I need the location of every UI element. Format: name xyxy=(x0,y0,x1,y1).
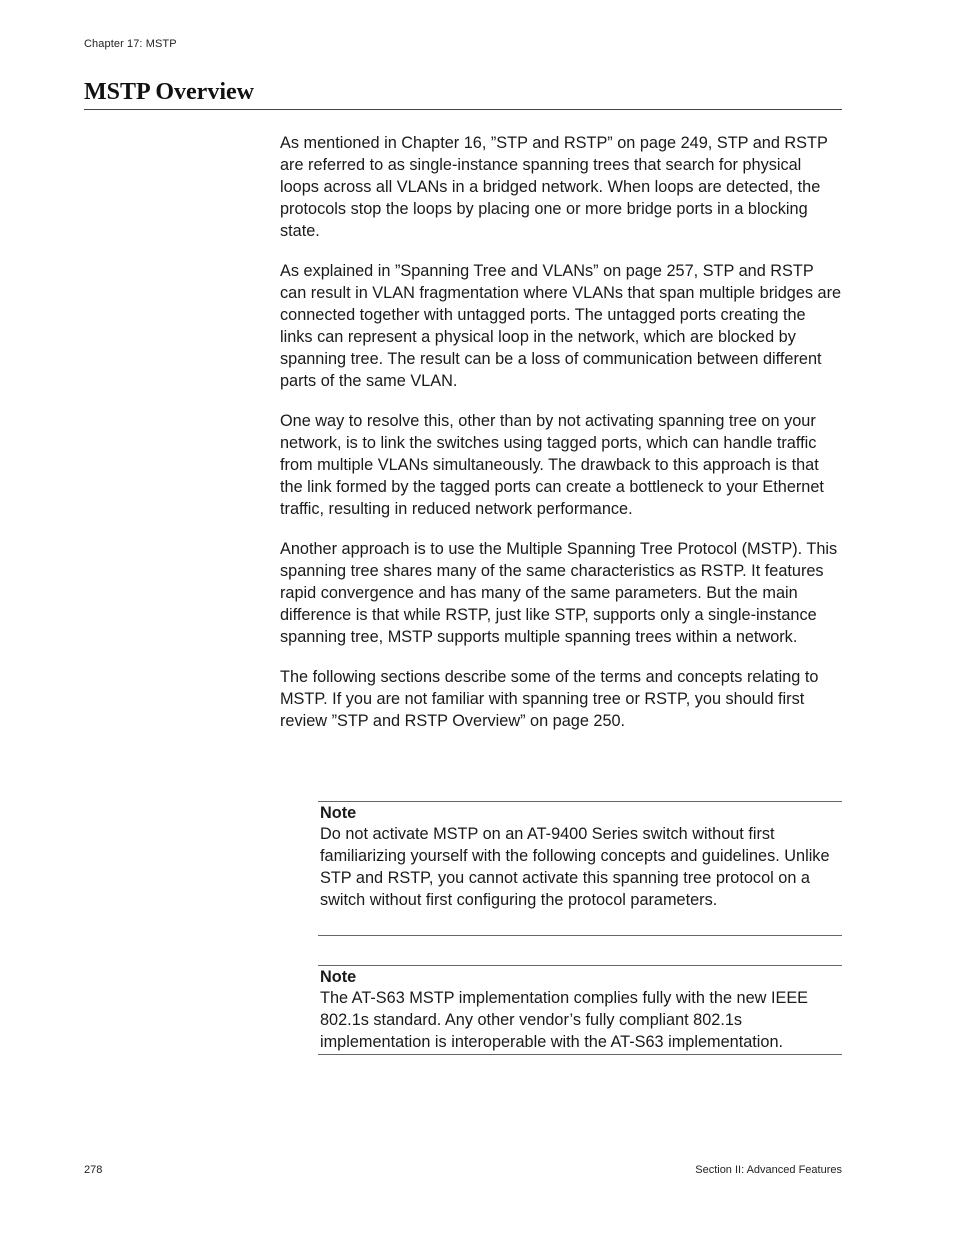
title-rule xyxy=(84,109,842,110)
paragraph: Another approach is to use the Multiple Spanning Tree Protocol (MSTP). This spanning tree shares many of the same characteristics as RSTP. It features rapid convergence and has many of the same parameters. But the main difference is that while RSTP, just like STP, supports only a single-instance spanning tree, MSTP supports multiple spanning trees within a network. xyxy=(280,540,838,646)
note-text: The AT-S63 MSTP implementation complies fully with the new IEEE 802.1s standard. Any other vendor’s fully compliant 802.1s implementation is interoperable with the AT-S63 implementation. xyxy=(320,989,809,1051)
note-box xyxy=(318,965,842,1055)
section-title: MSTP Overview xyxy=(84,79,254,105)
note-label: Note xyxy=(320,804,357,822)
running-head: Chapter 17: MSTP xyxy=(84,38,177,50)
paragraph: As explained in ”Spanning Tree and VLANs” on page 257, STP and RSTP can result in VLAN fragmentation where VLANs that span multiple bridges are connected together with untagged ports. The untagged ports creating the links can represent a physical loop in the network, which are blocked by spanning tree. The result can be a loss of communication between different parts of the same VLAN. xyxy=(280,262,842,390)
paragraph: The following sections describe some of the terms and concepts relating to MSTP. If you are not familiar with spanning tree or RSTP, you should first review ”STP and RSTP Overview” on page 250. xyxy=(280,668,819,730)
paragraph: One way to resolve this, other than by not activating spanning tree on your network, is to link the switches using tagged ports, which can handle traffic from multiple VLANs simultaneously. The drawback to this approach is that the link formed by the tagged ports can create a bottleneck to your Ethernet traffic, resulting in reduced network performance. xyxy=(280,412,824,518)
footer-section-name: Section II: Advanced Features xyxy=(695,1164,842,1176)
body-text xyxy=(280,132,842,750)
note-text: Do not activate MSTP on an AT-9400 Series switch without first familiarizing yourself with the following concepts and guidelines. Unlike STP and RSTP, you cannot activate this spanning tree protocol on a switch without first configuring the protocol parameters. xyxy=(320,825,830,909)
page-number: 278 xyxy=(84,1164,103,1176)
note-box xyxy=(318,801,842,936)
note-label: Note xyxy=(320,968,357,986)
paragraph: As mentioned in Chapter 16, ”STP and RSTP” on page 249, STP and RSTP are referred to as single-instance spanning trees that search for physical loops across all VLANs in a bridged network. When loops are detected, the protocols stop the loops by placing one or more bridge ports in a blocking state. xyxy=(280,134,828,240)
